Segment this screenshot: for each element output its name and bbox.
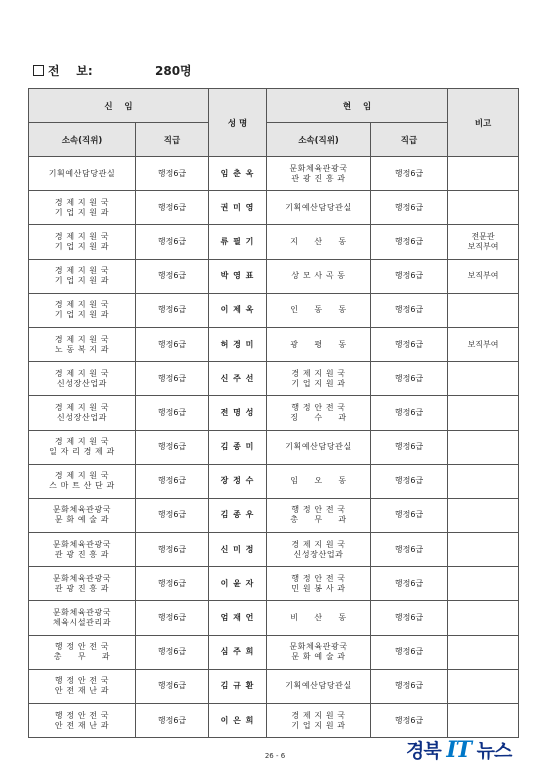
current-grade-cell: 행정6급 <box>371 635 448 669</box>
person-name-cell: 신 주 선 <box>209 362 267 396</box>
table-row <box>29 259 519 293</box>
current-org-cell: 문화체육관광국 문 화 예 술 과 <box>267 635 371 669</box>
current-grade-cell: 행정6급 <box>371 601 448 635</box>
new-org-cell: 문화체육관광국 관 광 진 흥 과 <box>29 567 136 601</box>
transfer-table-body <box>29 157 519 738</box>
new-grade-cell: 행정6급 <box>136 327 209 361</box>
table-row <box>29 533 519 567</box>
table-row <box>29 704 519 738</box>
table-row <box>29 464 519 498</box>
table-row <box>29 157 519 191</box>
note-cell: 보직부여 <box>448 259 519 293</box>
current-org-cell: 행 정 안 전 국 민 원 봉 사 과 <box>267 567 371 601</box>
table-row <box>29 601 519 635</box>
note-cell <box>448 396 519 430</box>
note-cell <box>448 464 519 498</box>
new-grade-cell: 행정6급 <box>136 225 209 259</box>
current-org-cell: 경 제 지 원 국 기 업 지 원 과 <box>267 362 371 396</box>
header-new-org: 소속(직위) <box>29 123 136 157</box>
person-name-cell: 신 미 정 <box>209 533 267 567</box>
current-grade-cell: 행정6급 <box>371 259 448 293</box>
table-row <box>29 191 519 225</box>
current-grade-cell: 행정6급 <box>371 327 448 361</box>
current-grade-cell: 행정6급 <box>371 293 448 327</box>
new-grade-cell: 행정6급 <box>136 498 209 532</box>
current-org-cell: 경 제 지 원 국 기 업 지 원 과 <box>267 704 371 738</box>
current-org-cell: 행 정 안 전 국 징 수 과 <box>267 396 371 430</box>
new-grade-cell: 행정6급 <box>136 293 209 327</box>
table-row <box>29 669 519 703</box>
note-cell <box>448 635 519 669</box>
current-org-cell: 광 평 동 <box>267 327 371 361</box>
person-name-cell: 장 정 수 <box>209 464 267 498</box>
new-grade-cell: 행정6급 <box>136 635 209 669</box>
header-current-grade: 직급 <box>371 123 448 157</box>
new-grade-cell: 행정6급 <box>136 259 209 293</box>
current-org-cell: 인 동 동 <box>267 293 371 327</box>
note-cell <box>448 157 519 191</box>
current-grade-cell: 행정6급 <box>371 362 448 396</box>
note-cell <box>448 533 519 567</box>
new-org-cell: 경 제 지 원 국 기 업 지 원 과 <box>29 225 136 259</box>
current-org-cell: 기획예산담당관실 <box>267 430 371 464</box>
person-name-cell: 심 주 희 <box>209 635 267 669</box>
new-grade-cell: 행정6급 <box>136 669 209 703</box>
checkbox-square-icon <box>33 65 44 76</box>
current-org-cell: 상 모 사 곡 동 <box>267 259 371 293</box>
logo-text-2: IT <box>446 737 472 763</box>
table-row <box>29 567 519 601</box>
note-cell <box>448 362 519 396</box>
table-row <box>29 635 519 669</box>
current-org-cell: 임 오 동 <box>267 464 371 498</box>
new-org-cell: 경 제 지 원 국 기 업 지 원 과 <box>29 293 136 327</box>
new-grade-cell: 행정6급 <box>136 533 209 567</box>
new-grade-cell: 행정6급 <box>136 601 209 635</box>
header-name: 성 명 <box>209 89 267 157</box>
current-org-cell: 문화체육관광국 관 광 진 흥 과 <box>267 157 371 191</box>
current-grade-cell: 행정6급 <box>371 498 448 532</box>
person-name-cell: 임 춘 옥 <box>209 157 267 191</box>
person-name-cell: 이 윤 자 <box>209 567 267 601</box>
header-note: 비고 <box>448 89 519 157</box>
table-row <box>29 362 519 396</box>
new-org-cell: 행 정 안 전 국 안 전 재 난 과 <box>29 669 136 703</box>
new-grade-cell: 행정6급 <box>136 430 209 464</box>
note-cell <box>448 191 519 225</box>
current-grade-cell: 행정6급 <box>371 396 448 430</box>
current-org-cell: 기획예산담당관실 <box>267 669 371 703</box>
new-grade-cell: 행정6급 <box>136 464 209 498</box>
header-current-org: 소속(직위) <box>267 123 371 157</box>
new-org-cell: 경 제 지 원 국 기 업 지 원 과 <box>29 259 136 293</box>
new-grade-cell: 행정6급 <box>136 362 209 396</box>
current-grade-cell: 행정6급 <box>371 225 448 259</box>
new-org-cell: 경 제 지 원 국 신성장산업과 <box>29 362 136 396</box>
new-grade-cell: 행정6급 <box>136 396 209 430</box>
new-org-cell: 행 정 안 전 국 총 무 과 <box>29 635 136 669</box>
current-org-cell: 지 산 동 <box>267 225 371 259</box>
note-cell <box>448 498 519 532</box>
current-org-cell: 경 제 지 원 국 신성장산업과 <box>267 533 371 567</box>
header-current-post: 현 임 <box>267 89 448 123</box>
new-org-cell: 경 제 지 원 국 일 자 리 경 제 과 <box>29 430 136 464</box>
person-name-cell: 권 미 영 <box>209 191 267 225</box>
table-row <box>29 327 519 361</box>
person-name-cell: 김 규 환 <box>209 669 267 703</box>
current-grade-cell: 행정6급 <box>371 533 448 567</box>
new-org-cell: 문화체육관광국 체육시설관리과 <box>29 601 136 635</box>
transfer-table <box>28 88 519 738</box>
new-org-cell: 문화체육관광국 문 화 예 술 과 <box>29 498 136 532</box>
current-grade-cell: 행정6급 <box>371 191 448 225</box>
new-grade-cell: 행정6급 <box>136 704 209 738</box>
note-cell <box>448 601 519 635</box>
person-name-cell: 엄 재 언 <box>209 601 267 635</box>
current-grade-cell: 행정6급 <box>371 704 448 738</box>
new-org-cell: 기획예산담당관실 <box>29 157 136 191</box>
current-org-cell: 행 정 안 전 국 총 무 과 <box>267 498 371 532</box>
table-row <box>29 293 519 327</box>
table-row <box>29 430 519 464</box>
person-name-cell: 김 종 우 <box>209 498 267 532</box>
current-grade-cell: 행정6급 <box>371 669 448 703</box>
note-cell <box>448 293 519 327</box>
person-name-cell: 허 경 미 <box>209 327 267 361</box>
person-name-cell: 김 종 미 <box>209 430 267 464</box>
new-org-cell: 행 정 안 전 국 안 전 재 난 과 <box>29 704 136 738</box>
current-grade-cell: 행정6급 <box>371 464 448 498</box>
note-cell <box>448 669 519 703</box>
person-name-cell: 이 제 옥 <box>209 293 267 327</box>
note-cell: 전문관 보직부여 <box>448 225 519 259</box>
section-heading <box>33 62 192 79</box>
new-org-cell: 문화체육관광국 관 광 진 흥 과 <box>29 533 136 567</box>
table-row <box>29 225 519 259</box>
note-cell <box>448 567 519 601</box>
new-grade-cell: 행정6급 <box>136 157 209 191</box>
current-grade-cell: 행정6급 <box>371 567 448 601</box>
current-grade-cell: 행정6급 <box>371 157 448 191</box>
current-org-cell: 비 산 동 <box>267 601 371 635</box>
table-row <box>29 498 519 532</box>
logo-text-1: 경북 <box>406 740 441 762</box>
page-number: 26 - 6 <box>264 752 286 760</box>
new-org-cell: 경 제 지 원 국 기 업 지 원 과 <box>29 191 136 225</box>
person-name-cell: 류 필 기 <box>209 225 267 259</box>
logo-text-3: 뉴스 <box>476 740 512 762</box>
new-org-cell: 경 제 지 원 국 노 동 복 지 과 <box>29 327 136 361</box>
table-row <box>29 396 519 430</box>
new-org-cell: 경 제 지 원 국 스 마 트 산 단 과 <box>29 464 136 498</box>
new-org-cell: 경 제 지 원 국 신성장산업과 <box>29 396 136 430</box>
header-new-grade: 직급 <box>136 123 209 157</box>
person-name-cell: 이 은 희 <box>209 704 267 738</box>
heading-count: 280명 <box>155 64 192 78</box>
new-grade-cell: 행정6급 <box>136 567 209 601</box>
heading-label: 전 보: <box>48 64 93 78</box>
person-name-cell: 전 명 성 <box>209 396 267 430</box>
person-name-cell: 박 영 표 <box>209 259 267 293</box>
new-grade-cell: 행정6급 <box>136 191 209 225</box>
news-logo <box>406 736 511 763</box>
current-org-cell: 기획예산담당관실 <box>267 191 371 225</box>
note-cell <box>448 430 519 464</box>
note-cell: 보직부여 <box>448 327 519 361</box>
header-new-post: 신 임 <box>29 89 209 123</box>
note-cell <box>448 704 519 738</box>
current-grade-cell: 행정6급 <box>371 430 448 464</box>
